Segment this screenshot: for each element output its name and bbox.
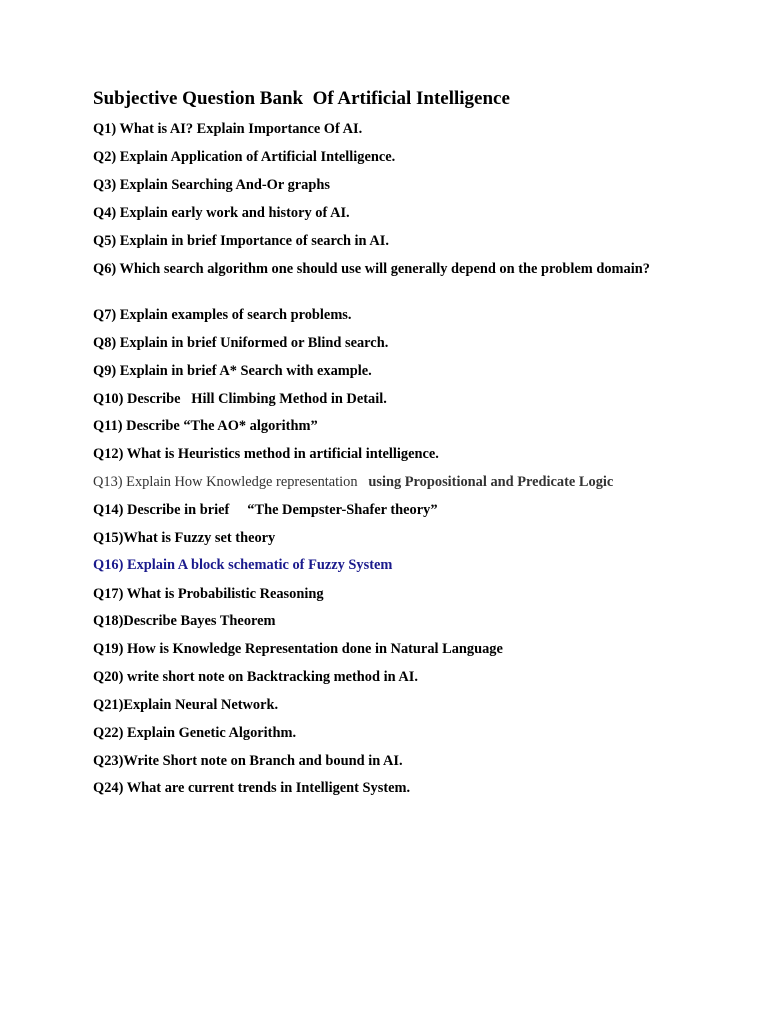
question-q7: Q7) Explain examples of search problems. (93, 307, 352, 323)
question-q19: Q19) How is Knowledge Representation done in Natural Language (93, 641, 503, 657)
question-q4: Q4) Explain early work and history of AI. (93, 205, 350, 221)
question-q6: Q6) Which search algorithm one should use will generally depend on the problem domain? (93, 261, 650, 277)
question-q5: Q5) Explain in brief Importance of search in AI. (93, 233, 389, 249)
question-q23: Q23)Write Short note on Branch and bound in AI. (93, 753, 403, 769)
question-q1: Q1) What is AI? Explain Importance Of AI. (93, 121, 363, 137)
question-q18: Q18)Describe Bayes Theorem (93, 613, 276, 629)
question-q10: Q10) Describe Hill Climbing Method in Detail. (93, 391, 387, 407)
question-q13-part2: using Propositional and Predicate Logic (357, 474, 614, 490)
document-title: Subjective Question Bank Of Artificial Intelligence (93, 88, 510, 109)
question-q3: Q3) Explain Searching And-Or graphs (93, 177, 330, 193)
question-q8: Q8) Explain in brief Uniformed or Blind search. (93, 335, 389, 351)
question-q13 (93, 473, 713, 491)
question-q13-part1: Q13) Explain How Knowledge representation (93, 474, 358, 490)
question-q17: Q17) What is Probabilistic Reasoning (93, 586, 324, 602)
question-q15: Q15)What is Fuzzy set theory (93, 530, 276, 546)
question-q14: Q14) Describe in brief “The Dempster-Shafer theory” (93, 502, 438, 518)
question-q16: Q16) Explain A block schematic of Fuzzy System (93, 557, 393, 573)
question-q2: Q2) Explain Application of Artificial Intelligence. (93, 149, 396, 165)
question-q21: Q21)Explain Neural Network. (93, 697, 279, 713)
question-q22: Q22) Explain Genetic Algorithm. (93, 725, 297, 741)
question-q11: Q11) Describe “The AO* algorithm” (93, 418, 318, 434)
question-q24: Q24) What are current trends in Intelligent System. (93, 780, 411, 796)
question-q9: Q9) Explain in brief A* Search with example. (93, 363, 372, 379)
question-q12: Q12) What is Heuristics method in artificial intelligence. (93, 446, 439, 462)
question-q20: Q20) write short note on Backtracking method in AI. (93, 669, 418, 685)
